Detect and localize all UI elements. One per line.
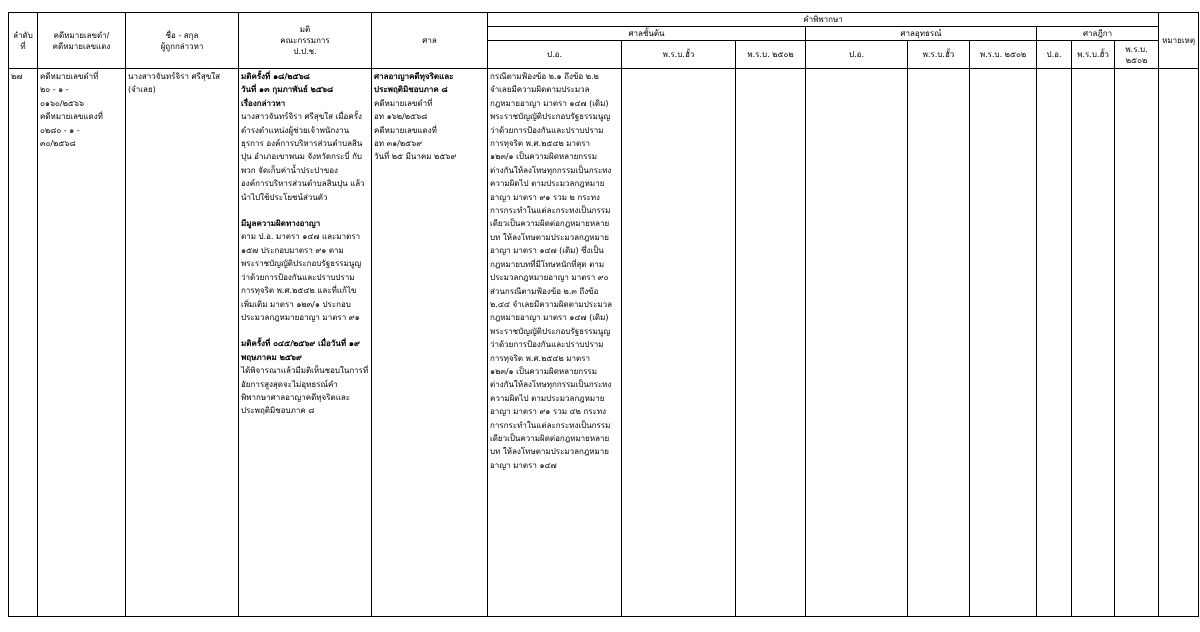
court-body: คดีหมายเลขดำที่ อท ๑๖๒/๒๕๖๘ คดีหมายเลขแดงที่ อท ๓๑/๒๕๖๙ วันที่ ๒๕ มีนาคม ๒๕๖๙	[374, 98, 457, 162]
cell-supreme-prb-2502	[1115, 69, 1159, 617]
cell-name: นางสาวจันทร์จิรา ศรีสุขใส (จำเลย)	[126, 69, 239, 617]
cell-appeal-prb-2502	[970, 69, 1037, 617]
case-table	[8, 12, 1199, 617]
cell-supreme-pa	[1037, 69, 1072, 617]
resolution-2-title: มีมูลความผิดทางอาญา	[241, 219, 321, 229]
cell-case-numbers: คดีหมายเลขดำที่ ๒๐ - ๑ - ๐๑๖๐/๒๕๖๖ คดีหมายเลขแดงที่ ๐๒๘๐ - ๑ - ๓๐/๒๕๖๘	[38, 69, 126, 617]
cell-remarks	[1159, 69, 1199, 617]
header-appeal-court: ศาลอุทธรณ์	[806, 27, 1037, 41]
cell-supreme-prb-anti	[1072, 69, 1115, 617]
header-name: ชื่อ - สกุล ผู้ถูกกล่าวหา	[126, 13, 239, 69]
cell-order: ๒๗	[9, 69, 38, 617]
cell-first-court-prb-anti	[622, 69, 736, 617]
header-supreme-pa: ป.อ.	[1037, 41, 1072, 69]
cell-resolution	[239, 69, 372, 617]
resolution-3-title: มติครั้งที่ ๐๔๕/๒๕๖๙ เมื่อวันที่ ๑๙ พฤษภาคม ๒๕๖๙	[241, 339, 360, 362]
header-order: ลำดับ ที่	[9, 13, 38, 69]
header-supreme-prb-2502: พ.ร.บ. ๒๕๐๒	[1115, 41, 1159, 69]
header-first-prb-2502: พ.ร.บ. ๒๕๐๒	[736, 41, 806, 69]
header-appeal-prb-2502: พ.ร.บ. ๒๕๐๒	[970, 41, 1037, 69]
resolution-1-body: นางสาวจันทร์จิรา ศรีสุขใส เมื่อครั้ง ดำรงตำแหน่งผู้ช่วยเจ้าพนักงาน ธุรการ องค์การบริหารส่วนตำบลสิน ปุน อำเภอเขาพนม จังหวัดกระบี่ กับ พวก จัดเก็บค่าน้ำประปาของ องค์การบริหารส่วนตำบลสินปุน แล้ว นำไปใช้ประโยชน์ส่วนตัว	[241, 112, 365, 202]
resolution-1-title: มติครั้งที่ ๑๘/๒๕๖๘ วันที่ ๑๓ กุมภาพันธ์ ๒๕๖๘ เรื่องกล่าวหา	[241, 72, 334, 108]
header-first-pa: ป.อ.	[488, 41, 622, 69]
header-remarks: หมายเหตุ	[1159, 13, 1199, 69]
cell-first-court-prb-2502	[736, 69, 806, 617]
header-supreme-prb-anti: พ.ร.บ.ฮั้ว	[1072, 41, 1115, 69]
header-appeal-pa: ป.อ.	[806, 41, 908, 69]
header-resolution: มติ คณะกรรมการ ป.ป.ช.	[239, 13, 372, 69]
resolution-3-body: ได้พิจารณาแล้วมีมติเห็นชอบในการที่ อัยการสูงสุดจะไม่อุทธรณ์คำ พิพากษาศาลอาญาคดีทุจริตและ ประพฤติมิชอบภาค ๘	[241, 366, 369, 416]
header-case-numbers: คดีหมายเลขดำ/ คดีหมายเลขแดง	[38, 13, 126, 69]
resolution-2-body: ตาม ป.อ. มาตรา ๑๔๗ และมาตรา ๑๕๗ ประกอบมาตรา ๙๑ ตาม พระราชบัญญัติประกอบรัฐธรรมนูญ ว่าด้วยการป้องกันและปราบปราม การทุจริต พ.ศ.๒๕๔๒ และที่แก้ไข เพิ่มเติม มาตรา ๑๒๓/๑ ประกอบ ประมวลกฎหมายอาญา มาตรา ๙๑	[241, 232, 362, 322]
cell-appeal-pa	[806, 69, 908, 617]
table-row	[9, 69, 1199, 617]
court-title: ศาลอาญาคดีทุจริตและ ประพฤติมิชอบภาค ๘	[374, 72, 454, 95]
cell-appeal-prb-anti	[908, 69, 970, 617]
header-first-court: ศาลชั้นต้น	[488, 27, 806, 41]
header-supreme-court: ศาลฎีกา	[1037, 27, 1159, 41]
header-first-prb-anti: พ.ร.บ.ฮั้ว	[622, 41, 736, 69]
cell-court	[372, 69, 488, 617]
cell-first-court-pa: กรณีตามฟ้องข้อ ๒.๑ ถึงข้อ ๒.๒ จำเลยมีความผิดตามประมวล กฎหมายอาญา มาตรา ๑๔๗ (เดิม) พระราชบัญญัติประกอบรัฐธรรมนูญ ว่าด้วยการป้องกันและปราบปราม การทุจริต พ.ศ.๒๕๔๒ มาตรา ๑๒๓/๑ เป็นความผิดหลายกรรม ต่างกันให้ลงโทษทุกกรรมเป็นกระทง ความผิดไป ตามประมวลกฎหมาย อาญา มาตรา ๙๑ รวม ๒ กระทง การกระทำในแต่ละกระทงเป็นกรรม เดียวเป็นความผิดต่อกฎหมายหลาย บท ให้ลงโทษตามประมวลกฎหมาย อาญา มาตรา ๑๔๗ (เดิม) ซึ่งเป็น กฎหมายบทที่มีโทษหนักที่สุด ตาม ประมวลกฎหมายอาญา มาตรา ๙๐ ส่วนกรณีตามฟ้องข้อ ๒.๓ ถึงข้อ ๒.๔๔ จำเลยมีความผิดตามประมวล กฎหมายอาญา มาตรา ๑๔๗ (เดิม) พระราชบัญญัติประกอบรัฐธรรมนูญ ว่าด้วยการป้องกันและปราบปราม การทุจริต พ.ศ.๒๕๔๒ มาตรา ๑๒๓/๑ เป็นความผิดหลายกรรม ต่างกันให้ลงโทษทุกกรรมเป็นกระทง ความผิดไป ตามประมวลกฎหมาย อาญา มาตรา ๙๑ รวม ๔๒ กระทง การกระทำในแต่ละกระทงเป็นกรรม เดียวเป็นความผิดต่อกฎหมายหลาย บท ให้ลงโทษตามประมวลกฎหมาย อาญา มาตรา ๑๔๗	[488, 69, 622, 617]
header-judgment: คำพิพากษา	[488, 13, 1159, 27]
header-appeal-prb-anti: พ.ร.บ.ฮั้ว	[908, 41, 970, 69]
header-court: ศาล	[372, 13, 488, 69]
